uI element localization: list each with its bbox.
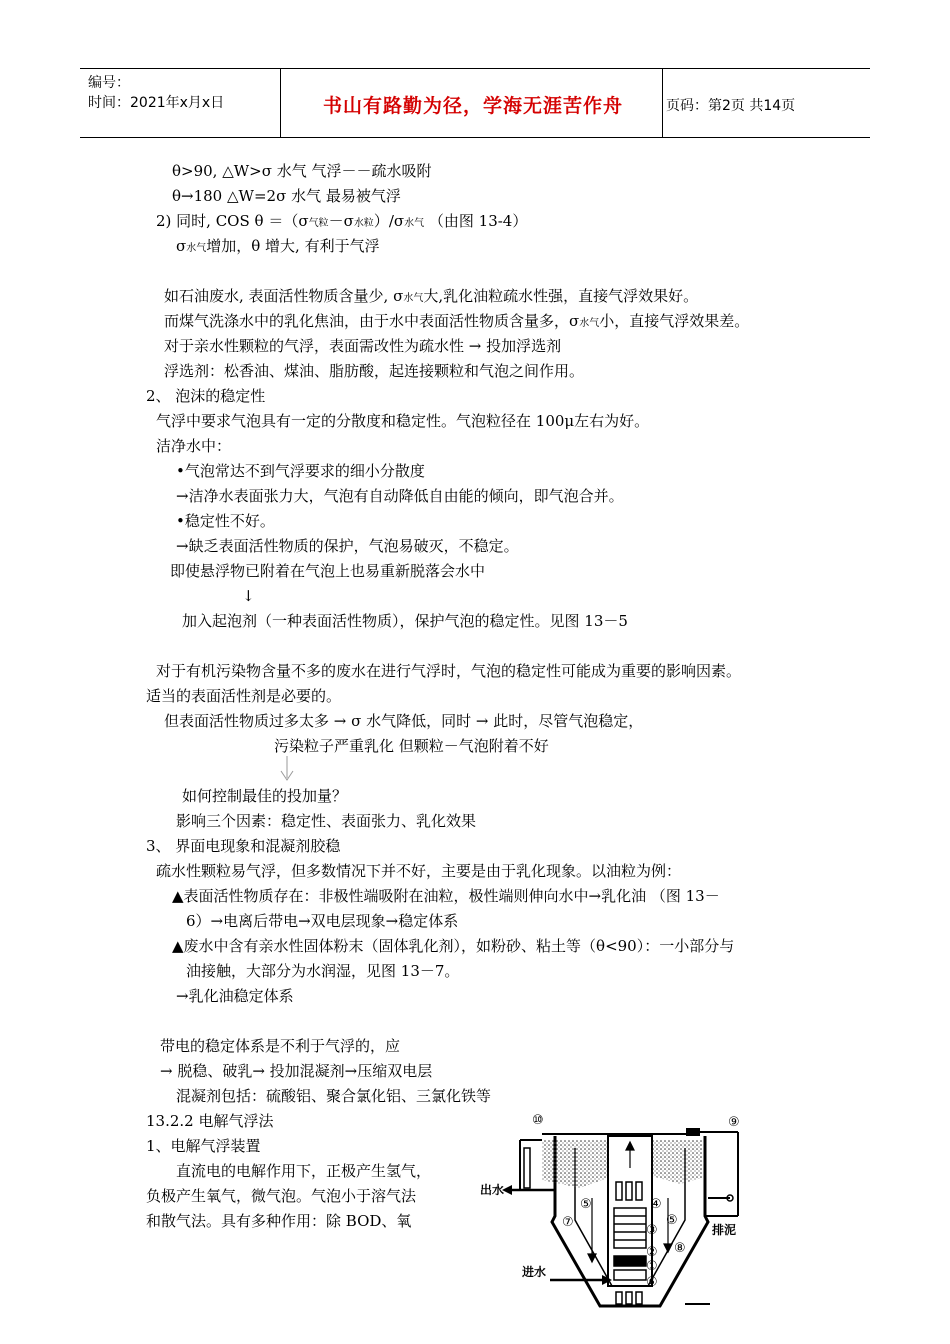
label-outflow: 出水	[480, 1183, 505, 1197]
section-heading: 3、 界面电现象和混凝剂胶稳	[146, 837, 341, 855]
text-line: θ→180 △W=2σ 水气 最易被气浮	[172, 187, 401, 205]
text-line: 混凝剂包括：硫酸铝、聚合氯化铝、三氯化铁等	[176, 1087, 492, 1105]
subscript: 气粒	[308, 218, 329, 229]
text-line: 直流电的电解作用下，正极产生氢气，	[176, 1162, 432, 1180]
text-run: （由图 13-4）	[424, 212, 528, 230]
text-line: ▲表面活性物质存在：非极性端吸附在油粒，极性端则伸向水中→乳化油 （图 13－	[172, 887, 720, 905]
text-run: 2) 同时, COS θ ＝（σ	[156, 212, 309, 230]
text-line: •气泡常达不到气浮要求的细小分散度	[176, 462, 425, 480]
text-line: 对于有机污染物含量不多的废水在进行气浮时，气泡的稳定性可能成为重要的影响因素。	[156, 662, 742, 680]
callout-2: ②	[646, 1245, 658, 1260]
text-line: →洁净水表面张力大，气泡有自动降低自由能的倾向，即气泡合并。	[176, 487, 624, 505]
header-meta	[88, 73, 224, 113]
text-run: 小，直接气浮效果差。	[599, 312, 750, 330]
text-line	[156, 211, 527, 234]
text-line: 气浮中要求气泡具有一定的分散度和稳定性。气泡粒径在 100μ左右为好。	[156, 412, 650, 430]
text-run: ）/σ	[373, 212, 405, 230]
text-line: ▲废水中含有亲水性固体粉末（固体乳化剂），如粉砂、粘土等（θ<90）：一小部分与	[172, 937, 735, 955]
text-run: 大,乳化油粒疏水性强，直接气浮效果好。	[423, 287, 699, 305]
callout-10: ⑩	[532, 1113, 544, 1128]
callout-9: ⑨	[728, 1115, 740, 1130]
header-date: 时间：2021年x月x日	[88, 95, 225, 111]
text-line: 对于亲水性颗粒的气浮，表面需改性为疏水性 → 投加浮选剂	[164, 337, 562, 355]
callout-6: ⑥	[646, 1275, 658, 1290]
header-motto: 书山有路勤为径，学海无涯苦作舟	[322, 95, 623, 117]
text-line: 如何控制最佳的投加量？	[182, 787, 348, 805]
text-line: 影响三个因素：稳定性、表面张力、乳化效果	[176, 812, 477, 830]
page-header	[80, 68, 870, 138]
label-sludge: 排泥	[712, 1223, 737, 1237]
text-line: 6）→电离后带电→双电层现象→稳定体系	[186, 912, 459, 930]
text-line: → 脱稳、破乳→ 投加混凝剂→压缩双电层	[160, 1062, 433, 1080]
text-line	[164, 311, 749, 334]
subscript: 水粒	[353, 218, 374, 229]
subscript: 水气	[403, 293, 424, 304]
header-page-number: 页码：第2页 共14页	[666, 98, 796, 114]
subscript: 水气	[186, 243, 207, 254]
callout-3: ③	[646, 1223, 658, 1238]
text-line: •稳定性不好。	[176, 512, 275, 530]
text-line: 负极产生氧气，微气泡。气泡小于溶气法	[146, 1187, 417, 1205]
text-line: 适当的表面活性剂是必要的。	[146, 687, 342, 705]
callout-8: ⑧	[674, 1241, 686, 1256]
text-run: 如石油废水, 表面活性物质含量少, σ	[164, 287, 404, 305]
text-line: 但表面活性物质过多太多 → σ 水气降低，同时 → 此时，尽管气泡稳定，	[164, 712, 644, 730]
text-run: σ	[176, 237, 187, 255]
text-line: 油接触，大部分为水润湿，见图 13－7。	[186, 962, 460, 980]
text-run: 增加，θ 增大, 有利于气浮	[206, 237, 380, 255]
text-line: 洁净水中：	[156, 437, 232, 455]
callout-5: ⑤	[580, 1197, 592, 1212]
callout-7: ⑦	[562, 1215, 574, 1230]
text-line	[176, 236, 380, 259]
callout-5: ⑤	[666, 1213, 678, 1228]
section-heading: 1、电解气浮装置	[146, 1137, 261, 1155]
callout-1: ①	[646, 1259, 658, 1274]
text-line: →乳化油稳定体系	[176, 987, 294, 1005]
text-run: －σ	[328, 212, 354, 230]
subscript: 水气	[579, 318, 600, 329]
scraper	[686, 1128, 700, 1136]
text-line	[164, 286, 698, 309]
text-line: 和散气法。具有多种作用：除 BOD、氧	[146, 1212, 412, 1230]
text-line: 加入起泡剂（一种表面活性物质），保护气泡的稳定性。见图 13－5	[182, 612, 628, 630]
text-line: 带电的稳定体系是不利于气浮的，应	[160, 1037, 401, 1055]
section-heading: 13.2.2 电解气浮法	[146, 1112, 274, 1130]
subscript: 水气	[404, 218, 425, 229]
froth-layer	[542, 1140, 608, 1188]
text-line: →缺乏表面活性物质的保护，气泡易破灭，不稳定。	[176, 537, 519, 555]
text-line: 疏水性颗粒易气浮，但多数情况下并不好，主要是由于乳化现象。以油粒为例：	[156, 862, 682, 880]
hollow-arrow-icon	[280, 756, 294, 782]
section-heading: 2、 泡沫的稳定性	[146, 387, 266, 405]
froth-layer	[652, 1140, 702, 1184]
label-inflow: 进水	[522, 1265, 547, 1279]
text-line: θ>90, △W>σ 水气 气浮－－疏水吸附	[172, 162, 432, 180]
header-divider	[662, 69, 663, 137]
callout-4: ④	[650, 1197, 662, 1212]
header-divider	[280, 69, 281, 137]
text-line: 污染粒子严重乳化 但颗粒－气泡附着不好	[274, 737, 549, 755]
electrolytic-flotation-diagram	[480, 1108, 750, 1320]
header-serial: 编号：	[88, 75, 130, 91]
text-run: 而煤气洗涤水中的乳化焦油，由于水中表面活性物质含量多，σ	[164, 312, 580, 330]
text-line: 即使悬浮物已附着在气泡上也易重新脱落会水中	[170, 562, 486, 580]
text-line: 浮选剂：松香油、煤油、脂肪酸，起连接颗粒和气泡之间作用。	[164, 362, 585, 380]
arrow-down: ↓	[242, 587, 255, 605]
